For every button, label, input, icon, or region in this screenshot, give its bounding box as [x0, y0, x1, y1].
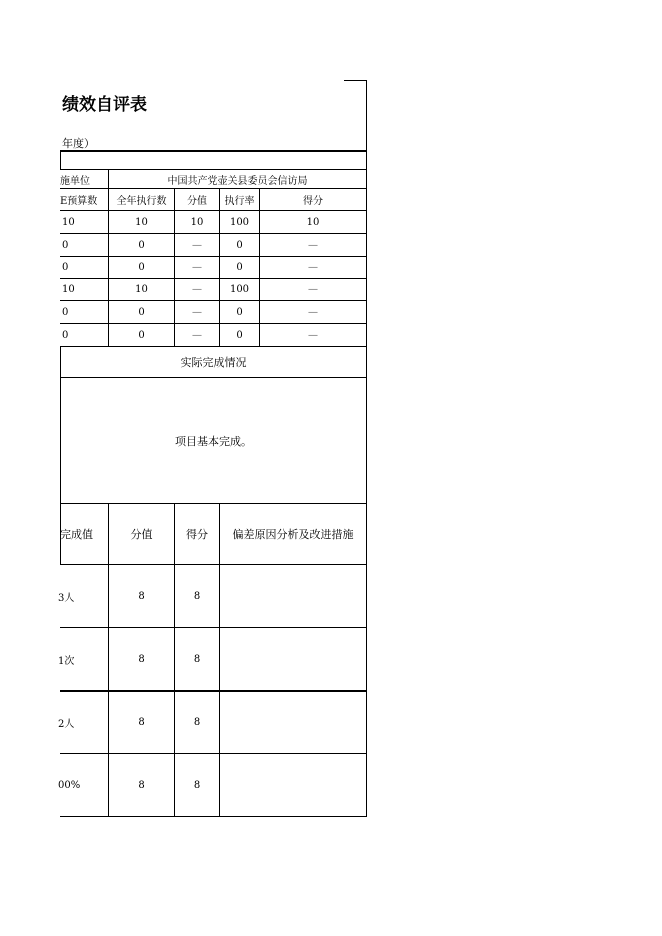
budget-row-planned: 10 [62, 284, 75, 295]
indicator-row-score: 8 [193, 779, 201, 791]
sheet-title: 绩效自评表 [62, 95, 147, 115]
indicator-row-deviation [220, 565, 366, 627]
budget-row-rate: 100 [229, 216, 250, 228]
budget-row-executed: 0 [138, 262, 145, 273]
budget-row-score: — [308, 284, 318, 295]
budget-row-planned: 10 [62, 216, 75, 228]
indicator-header-score: 得分 [186, 528, 208, 541]
blank-bar [61, 152, 366, 169]
unit-name: 中国共产党壶关县委员会信访局 [167, 175, 308, 187]
budget-row-weight: 10 [190, 216, 204, 228]
indicator-row-score: 8 [193, 653, 201, 665]
indicator-row-score: 8 [193, 717, 201, 728]
budget-row-rate: 0 [236, 239, 243, 251]
budget-row-score: — [308, 329, 318, 341]
indicator-row-actual: 3人 [58, 592, 75, 604]
budget-row-executed: 10 [135, 284, 148, 295]
indicator-header-weight: 分值 [130, 528, 153, 541]
indicator-row-weight: 8 [138, 590, 145, 602]
indicator-row-deviation [220, 628, 366, 690]
top-border-stub [344, 80, 367, 81]
budget-row-executed: 0 [138, 329, 145, 341]
budget-row-executed: 10 [135, 216, 148, 228]
budget-row-rate: 100 [229, 284, 250, 295]
budget-row-weight: — [192, 306, 202, 318]
budget-header-planned: E预算数 [60, 196, 98, 207]
budget-row-score: — [308, 262, 318, 273]
budget-header-score: 得分 [303, 196, 323, 207]
indicator-header-actual: 完成值 [60, 528, 93, 541]
indicator-row-deviation [220, 754, 366, 816]
indicator-row-score: 8 [193, 590, 201, 602]
budget-row-weight: — [192, 329, 202, 341]
budget-row-planned: 0 [62, 239, 69, 251]
budget-header-rate: 执行率 [224, 196, 255, 207]
indicator-row-actual: 1次 [58, 655, 75, 667]
indicator-row-actual: 00% [58, 779, 81, 791]
completion-text: 项目基本完成。 [175, 434, 252, 448]
budget-row-executed: 0 [138, 306, 145, 318]
budget-row-weight: — [192, 239, 202, 251]
budget-row-rate: 0 [236, 329, 243, 341]
budget-row-score: — [308, 306, 318, 318]
year-label: 年度） [62, 137, 95, 150]
budget-header-executed: 全年执行数 [116, 196, 167, 207]
budget-row-rate: 0 [236, 306, 243, 318]
budget-row-weight: — [192, 284, 202, 295]
right-border [366, 80, 367, 817]
budget-row-executed: 0 [138, 239, 145, 251]
budget-row-planned: 0 [62, 306, 69, 318]
indicator-row-deviation [220, 692, 366, 753]
budget-row-score: 10 [306, 216, 320, 228]
indicator-row-weight: 8 [138, 717, 145, 728]
completion-header: 实际完成情况 [180, 356, 247, 369]
budget-row-score: — [308, 239, 318, 251]
budget-row-planned: 0 [62, 262, 69, 273]
budget-row-planned: 0 [62, 329, 69, 341]
budget-row-weight: — [192, 262, 202, 273]
indicator-row-actual: 2人 [58, 719, 75, 730]
unit-label: 施单位 [60, 175, 90, 187]
indicator-header-deviation: 偏差原因分析及改进措施 [232, 528, 354, 541]
budget-row-rate: 0 [236, 262, 243, 273]
indicator-row-weight: 8 [138, 653, 145, 665]
indicator-row-weight: 8 [138, 779, 145, 791]
budget-header-weight: 分值 [187, 196, 207, 207]
